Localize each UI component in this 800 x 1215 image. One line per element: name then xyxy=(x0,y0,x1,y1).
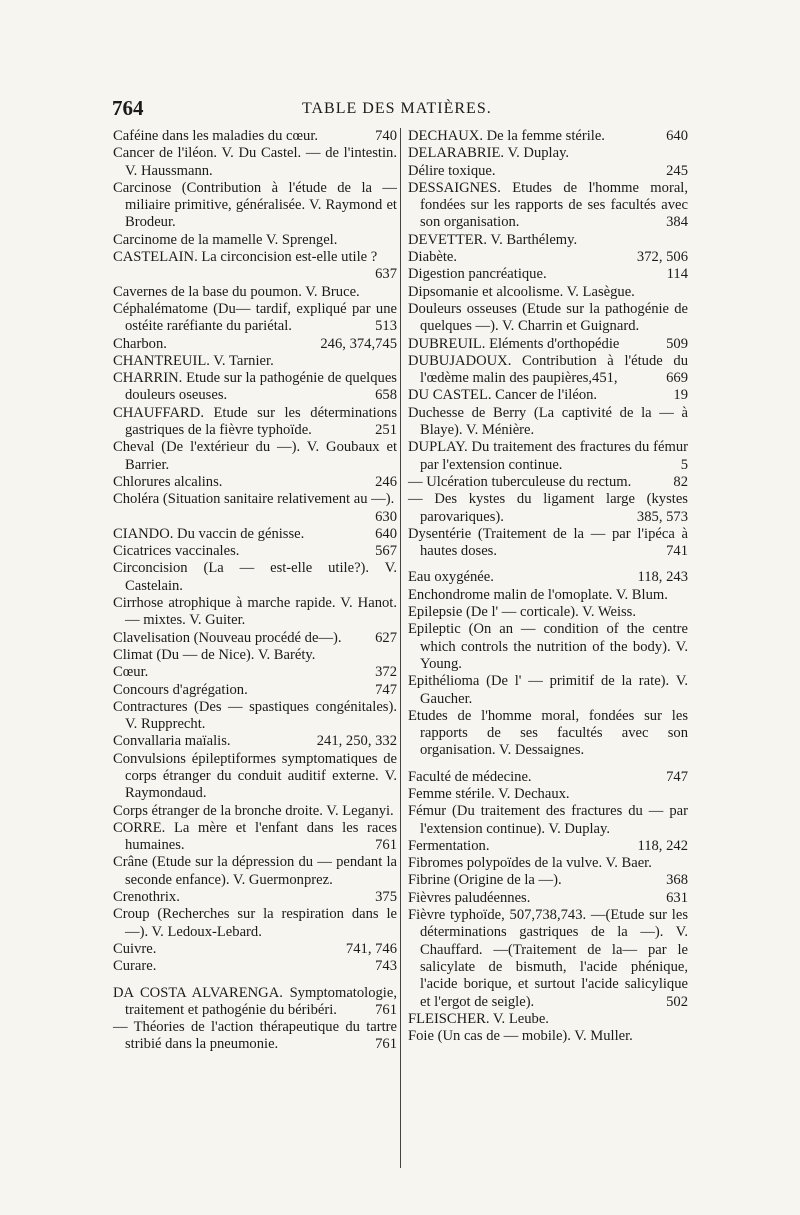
letter-gap xyxy=(408,560,688,569)
index-entry xyxy=(113,699,397,734)
entry-text: Douleurs osseuses (Etude sur la pathogénie de quelques —). V. Charrin et Guignard. xyxy=(408,300,688,335)
page-reference: 509 xyxy=(666,335,688,352)
entry-text: Carcinose (Contribution à l'étude de la — miliaire primitive, généralisée. V. Raymond et Brodeur. xyxy=(113,179,397,231)
entry-text: Cavernes de la base du poumon. V. Bruce. xyxy=(113,283,360,300)
index-entry xyxy=(408,439,688,474)
entry-text: Epithélioma (De l' — primitif de la rate). V. Gaucher. xyxy=(408,673,688,707)
index-entry xyxy=(113,526,397,543)
entry-text: Femme stérile. V. Dechaux. xyxy=(408,785,570,802)
page-reference: 761 xyxy=(375,1001,397,1018)
entry-text: Concours d'agrégation. xyxy=(113,681,248,698)
page-reference: 761 xyxy=(375,1036,397,1053)
entry-text: CIANDO. Du vaccin de génisse. xyxy=(113,525,305,542)
page-reference: 627 xyxy=(375,629,397,646)
entry-text: Duchesse de Berry (La captivité de la — à Blaye). V. Ménière. xyxy=(408,404,688,439)
entry-text: Croup (Recherches sur la respiration dans le —). V. Ledoux-Lebard. xyxy=(113,906,397,940)
index-entry xyxy=(113,985,397,1020)
index-entry xyxy=(113,733,397,750)
entry-text: Convulsions épileptiformes symptomatiques de corps étranger du conduit auditif externe. V. Raymondaud. xyxy=(113,750,397,802)
index-entry xyxy=(408,838,688,855)
page-reference: 640 xyxy=(375,525,397,542)
index-entry xyxy=(408,890,688,907)
column-divider xyxy=(400,128,401,1168)
entry-text: Cheval (De l'extérieur du —). V. Goubaux et Barrier. xyxy=(113,439,397,473)
page-reference: 19 xyxy=(673,387,688,404)
index-entry xyxy=(408,708,688,760)
entry-text: Cancer de l'iléon. V. Du Castel. — de l'intestin. V. Haussmann. xyxy=(113,145,397,179)
entry-text: CHANTREUIL. V. Tarnier. xyxy=(113,352,274,369)
letter-gap xyxy=(408,760,688,769)
index-entry xyxy=(408,621,688,673)
index-entry xyxy=(113,1019,397,1054)
entry-text: Corps étranger de la bronche droite. V. Leganyi. xyxy=(113,802,394,819)
page-reference: 368 xyxy=(666,872,688,889)
entry-text: DU CASTEL. Cancer de l'iléon. xyxy=(408,387,598,404)
entry-text: Fibromes polypoïdes de la vulve. V. Baer. xyxy=(408,855,652,872)
entry-text: Fièvres paludéennes. xyxy=(408,889,531,906)
index-entry xyxy=(113,958,397,975)
entry-text: Fièvre typhoïde, 507,738,743. —(Etude sur les déterminations gastriques de la —). V. Chauffard. —(Traitement de la— par le salicylate de bismuth, l'acide phénique, l'acide borique, et surtout l'acide salicylique et l'ergot de seigle). xyxy=(408,907,688,1010)
page-reference: 513 xyxy=(375,318,397,335)
index-entry xyxy=(113,664,397,681)
page-reference: 502 xyxy=(666,993,688,1010)
entry-text: — Théories de l'action thérapeutique du tartre stribié dans la pneumonie. xyxy=(113,1019,397,1053)
entry-text: DELARABRIE. V. Duplay. xyxy=(408,145,570,162)
entry-text: Dipsomanie et alcoolisme. V. Lasègue. xyxy=(408,283,635,300)
page-reference: 118, 243 xyxy=(637,569,688,586)
index-entry xyxy=(113,647,397,664)
running-title: TABLE DES MATIÈRES. xyxy=(302,100,492,117)
page-reference: 747 xyxy=(375,681,397,698)
index-entry xyxy=(408,405,688,440)
index-entry xyxy=(408,786,688,803)
page-reference: 640 xyxy=(666,128,688,144)
index-entry xyxy=(408,526,688,561)
index-entry xyxy=(408,491,688,526)
entry-text: Circoncision (La — est-elle utile?). V. Castelain. xyxy=(113,560,397,594)
index-entry xyxy=(113,889,397,906)
index-entry xyxy=(408,604,688,621)
index-entry xyxy=(408,855,688,872)
index-entry xyxy=(408,907,688,1011)
page-reference: 114 xyxy=(666,266,688,283)
index-entry xyxy=(113,491,397,526)
index-entry xyxy=(113,439,397,474)
page-reference: 741, 746 xyxy=(345,940,397,957)
entry-text: Climat (Du — de Nice). V. Baréty. xyxy=(113,646,316,663)
entry-text: Fémur (Du traitement des fractures du — par l'extension continue). V. Duplay. xyxy=(408,803,688,837)
entry-text: Chlorures alcalins. xyxy=(113,473,223,490)
entry-text: Clavelisation (Nouveau procédé de—). xyxy=(113,629,342,646)
entry-text: DUPLAY. Du traitement des fractures du fémur par l'extension continue. xyxy=(408,439,688,473)
entry-text: Caféine dans les maladies du cœur. xyxy=(113,128,319,144)
index-entry xyxy=(408,353,688,388)
entry-text: Crâne (Etude sur la dépression du — pendant la seconde enfance). V. Guermonprez. xyxy=(113,854,397,888)
index-entry xyxy=(408,266,688,283)
page-reference: 251 xyxy=(375,422,397,439)
entry-text: FLEISCHER. V. Leube. xyxy=(408,1010,549,1027)
index-entry xyxy=(113,336,397,353)
entry-text: Crenothrix. xyxy=(113,889,180,906)
page-reference: 5 xyxy=(680,456,688,473)
page-reference: 637 xyxy=(375,266,397,283)
entry-text: — Ulcération tuberculeuse du rectum. xyxy=(408,473,632,490)
page-reference: 567 xyxy=(375,543,397,560)
page-header xyxy=(112,96,712,126)
entry-text: Epileptic (On an — condition of the centre which controls the nutrition of the body). V. Young. xyxy=(408,621,688,672)
page-reference: 385, 573 xyxy=(636,508,688,525)
entry-text: Délire toxique. xyxy=(408,162,496,179)
index-entry xyxy=(113,751,397,803)
page-reference: 747 xyxy=(666,768,688,785)
index-entry xyxy=(408,1028,688,1045)
entry-text: Enchondrome malin de l'omoplate. V. Blum. xyxy=(408,586,668,603)
index-entry xyxy=(408,872,688,889)
page-reference: 372, 506 xyxy=(636,249,688,266)
index-entry xyxy=(113,854,397,889)
entry-text: Fermentation. xyxy=(408,837,490,854)
index-entry xyxy=(113,180,397,232)
page-reference: 118, 242 xyxy=(637,837,688,854)
entry-text: Faculté de médecine. xyxy=(408,768,532,785)
entry-text: Charbon. xyxy=(113,335,167,352)
entry-text: Cirrhose atrophique à marche rapide. V. Hanot. — mixtes. V. Guiter. xyxy=(113,595,397,629)
page-reference: 658 xyxy=(375,387,397,404)
letter-gap xyxy=(113,976,397,985)
entry-text: Cœur. xyxy=(113,664,149,681)
entry-text: Curare. xyxy=(113,958,157,975)
index-column-right xyxy=(408,128,688,1045)
page-reference: 631 xyxy=(666,889,688,906)
page-reference: 669 xyxy=(666,370,688,387)
page-number: 764 xyxy=(112,96,144,120)
entry-text: CORRE. La mère et l'enfant dans les races humaines. xyxy=(113,819,397,854)
page-reference: 246, 374,745 xyxy=(320,335,397,352)
index-entry xyxy=(113,682,397,699)
page-reference: 375 xyxy=(375,889,397,906)
index-entry xyxy=(408,474,688,491)
entry-text: Dysentérie (Traitement de la — par l'ipéca à hautes doses. xyxy=(408,525,688,560)
entry-text: CHAUFFARD. Etude sur les déterminations gastriques de la fièvre typhoïde. xyxy=(113,404,397,439)
page-reference: 743 xyxy=(375,958,397,975)
index-entry xyxy=(408,145,688,162)
entry-text: Cuivre. xyxy=(113,940,157,957)
entry-text: Contractures (Des — spastiques congénitales). V. Rupprecht. xyxy=(113,698,397,733)
index-entry xyxy=(113,128,397,145)
index-entry xyxy=(113,543,397,560)
index-entry xyxy=(113,941,397,958)
page-reference: 740 xyxy=(375,128,397,144)
index-entry xyxy=(113,405,397,440)
entry-text: Diabète. xyxy=(408,249,458,266)
index-entry xyxy=(408,673,688,708)
entry-text: Eau oxygénée. xyxy=(408,569,494,586)
entry-text: Carcinome de la mamelle V. Sprengel. xyxy=(113,231,338,248)
index-entry xyxy=(408,284,688,301)
index-entry xyxy=(408,1011,688,1028)
index-entry xyxy=(408,249,688,266)
entry-text: Foie (Un cas de — mobile). V. Muller. xyxy=(408,1028,633,1045)
index-entry xyxy=(408,128,688,145)
index-entry xyxy=(113,474,397,491)
index-entry xyxy=(113,560,397,595)
page-reference: 241, 250, 332 xyxy=(316,733,397,750)
entry-text: Epilepsie (De l' — corticale). V. Weiss. xyxy=(408,604,637,621)
page-reference: 82 xyxy=(673,473,688,490)
entry-text: DUBREUIL. Eléments d'orthopédie xyxy=(408,335,620,352)
index-entry xyxy=(408,336,688,353)
index-entry xyxy=(113,284,397,301)
index-entry xyxy=(113,249,397,284)
index-entry xyxy=(113,232,397,249)
entry-text: DESSAIGNES. Etudes de l'homme moral, fondées sur les rapports de ses facultés avec son organisation. xyxy=(408,179,688,231)
index-entry xyxy=(113,906,397,941)
page-reference: 384 xyxy=(666,214,688,231)
index-entry xyxy=(113,820,397,855)
entry-text: Choléra (Situation sanitaire relativement au —). xyxy=(113,491,395,508)
index-entry xyxy=(113,301,397,336)
index-entry xyxy=(408,569,688,586)
entry-text: Fibrine (Origine de la —). xyxy=(408,872,562,889)
entry-text: DECHAUX. De la femme stérile. xyxy=(408,128,605,144)
index-entry xyxy=(408,232,688,249)
entry-text: CHARRIN. Etude sur la pathogénie de quelques douleurs oseuses. xyxy=(113,370,397,404)
entry-text: DUBUJADOUX. Contribution à l'étude du l'œdème malin des paupières,451, xyxy=(408,352,688,387)
entry-text: DA COSTA ALVARENGA. Symptomatologie, traitement et pathogénie du béribéri. xyxy=(113,984,397,1018)
page-reference: 630 xyxy=(375,508,397,525)
entry-text: Céphalématome (Du— tardif, expliqué par une ostéite raréfiante du pariétal. xyxy=(113,300,397,335)
index-entry xyxy=(113,630,397,647)
index-entry xyxy=(113,370,397,405)
index-entry xyxy=(113,595,397,630)
index-entry xyxy=(113,803,397,820)
entry-text: Etudes de l'homme moral, fondées sur les rapports de ses facultés avec son organisation. V. Dessaignes. xyxy=(408,707,688,759)
index-entry xyxy=(408,769,688,786)
page-reference: 372 xyxy=(375,664,397,681)
entry-text: Cicatrices vaccinales. xyxy=(113,543,240,560)
index-entry xyxy=(408,387,688,404)
index-entry xyxy=(408,587,688,604)
page-reference: 741 xyxy=(666,543,688,560)
entry-text: CASTELAIN. La circoncision est-elle utile ? xyxy=(113,249,378,266)
index-entry xyxy=(408,803,688,838)
entry-text: DEVETTER. V. Barthélemy. xyxy=(408,231,578,248)
page-reference: 245 xyxy=(666,162,688,179)
index-column-left xyxy=(113,128,397,1054)
entry-text: — Des kystes du ligament large (kystes parovariques). xyxy=(408,491,688,525)
page-reference: 761 xyxy=(375,837,397,854)
index-entry xyxy=(113,145,397,180)
index-entry xyxy=(408,180,688,232)
index-entry xyxy=(408,301,688,336)
page-reference: 246 xyxy=(375,473,397,490)
index-entry xyxy=(113,353,397,370)
index-entry xyxy=(408,163,688,180)
entry-text: Digestion pancréatique. xyxy=(408,266,547,283)
entry-text: Convallaria maïalis. xyxy=(113,733,231,750)
